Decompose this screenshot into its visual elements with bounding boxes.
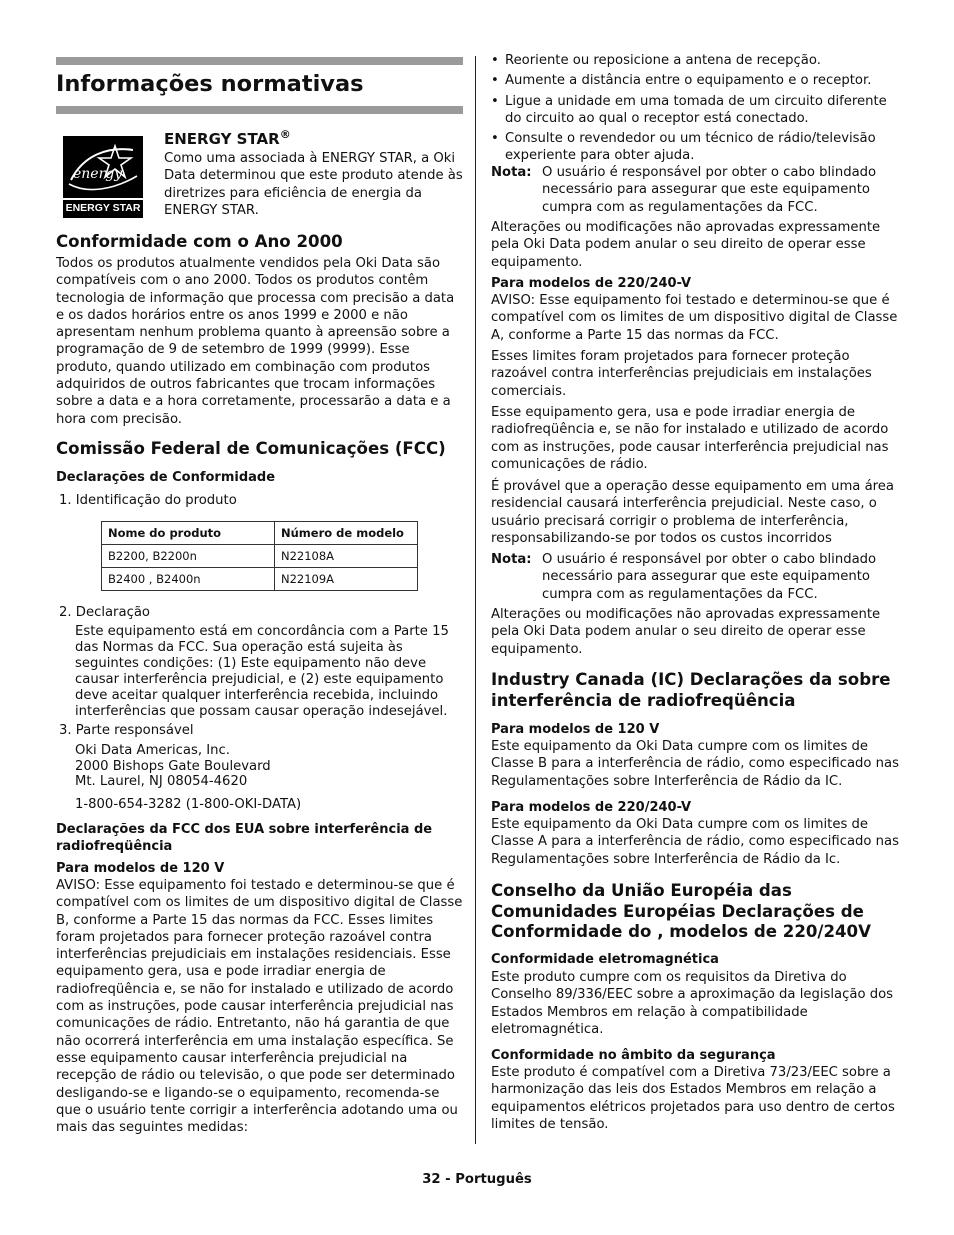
eu-heading: Conselho da União Européia das Comunidades Européias Declarações de Conformidade do , modelos de 220/240V [491, 881, 871, 941]
registered-mark: ® [279, 128, 291, 141]
address-line: Oki Data Americas, Inc. [75, 743, 230, 758]
fcc-220v-p4: É provável que a operação desse equipamento em uma área residencial causará interferência prejudicial. Neste caso, o usuário precisará corrigir o problema de interferência, responsabilizando-se por todos os custos incorridos [491, 479, 894, 546]
note-text: O usuário é responsável por obter o cabo blindado necessário para assegurar que este equipamento cumpra com as regulamentações da FCC. [542, 165, 877, 215]
fcc-item-2-num: 2. [59, 605, 72, 620]
energy-star-logo-text: ENERGY STAR [63, 198, 143, 218]
fcc-220v-p1: AVISO: Esse equipamento foi testado e determinou-se que é compatível com os limites de um dispositivo digital de Classe A, conforme a Parte 15 das normas da FCC. [491, 293, 898, 343]
svg-text:energy: energy [73, 166, 123, 182]
y2k-heading: Conformidade com o Ano 2000 [56, 232, 343, 251]
fcc-item-3 [59, 722, 194, 739]
fcc-item-3-label: Parte responsável [75, 723, 194, 738]
address-line: 2000 Bishops Gate Boulevard [75, 758, 271, 774]
fcc-item-2 [59, 604, 150, 621]
responsible-party-address [75, 743, 271, 790]
product-table [101, 521, 418, 591]
note-label: Nota: [491, 165, 532, 180]
safety-body: Este produto é compatível com a Diretiva 73/23/EEC sobre a harmonização das leis dos Estados Membros em relação a equipamentos elétricos projetados para uso dentro de certos limites de tensão. [491, 1065, 895, 1132]
table-cell-product: B2400 , B2400n [102, 568, 275, 591]
table-header-model: Número de modelo [275, 522, 418, 545]
list-item: • Ligue a unidade em uma tomada de um circuito diferente do circuito ao qual o receptor está conectado. [491, 93, 899, 128]
fcc-item-2-body: Este equipamento está em concordância com a Parte 15 das Normas da FCC. Sua operação está sujeita às seguintes condições: (1) Este equipamento não deve causar interferência prejudicial, e (2) este equipamento deve aceitar qualquer interferência recebida, incluindo interferências que possam causar operação indesejável. [75, 624, 449, 719]
fcc-item-1-num: 1. [59, 493, 72, 508]
fcc-220v-p2: Esses limites foram projetados para fornecer proteção razoável contra interferências prejudiciais em instalações comerciais. [491, 349, 872, 399]
ic-120v-body: Este equipamento da Oki Data cumpre com os limites de Classe B para a interferência de rádio, como especificado nas Regulamentações sobre Interferência de Rádio da IC. [491, 739, 899, 789]
table-header-row [102, 522, 418, 545]
ic-120v-heading: Para modelos de 120 V [491, 722, 660, 737]
fcc-item-3-num: 3. [59, 723, 72, 738]
usa-fcc-heading: Declarações da FCC dos EUA sobre interferência de radiofreqüência [56, 822, 433, 854]
alterations-2: Alterações ou modificações não aprovadas expressamente pela Oki Data podem anular o seu direito de operar esse equipamento. [491, 607, 881, 657]
table-cell-model: N22109A [275, 568, 418, 591]
responsible-party-phone: 1-800-654-3282 (1-800-OKI-DATA) [75, 797, 302, 812]
ic-heading: Industry Canada (IC) Declarações da sobre interferência de radiofreqüência [491, 670, 891, 710]
safety-heading: Conformidade no âmbito da segurança [491, 1048, 776, 1063]
table-row [102, 568, 418, 591]
page-footer: 32 - Português [422, 1172, 532, 1187]
fcc-120v-heading: Para modelos de 120 V [56, 861, 225, 876]
note-2 [491, 551, 899, 605]
fcc-measures-list [491, 52, 899, 168]
fcc-heading: Comissão Federal de Comunicações (FCC) [56, 439, 446, 458]
note-label: Nota: [491, 552, 532, 567]
fcc-item-2-label: Declaração [75, 605, 150, 620]
note-text: O usuário é responsável por obter o cabo blindado necessário para assegurar que este equipamento cumpra com as regulamentações da FCC. [542, 552, 877, 602]
table-header-product: Nome do produto [102, 522, 275, 545]
fcc-decl-heading: Declarações de Conformidade [56, 470, 276, 485]
page-title: Informações normativas [56, 71, 364, 97]
table-cell-model: N22108A [275, 545, 418, 568]
list-item: • Reoriente ou reposicione a antena de recepção. [491, 52, 899, 69]
table-cell-product: B2200, B2200n [102, 545, 275, 568]
fcc-item-1 [59, 492, 237, 509]
address-line: Mt. Laurel, NJ 08054-4620 [75, 774, 248, 790]
energy-star-heading-text: ENERGY STAR [164, 130, 280, 148]
fcc-220v-heading: Para modelos de 220/240-V [491, 276, 692, 291]
ic-220v-heading: Para modelos de 220/240-V [491, 800, 692, 815]
energy-star-body: Como uma associada à ENERGY STAR, a Oki Data determinou que este produto atende às diretrizes para eficiência de energia da ENERGY STAR. [164, 151, 463, 218]
energy-star-heading [164, 128, 291, 148]
energy-star-icon [63, 136, 143, 200]
fcc-220v-p3: Esse equipamento gera, usa e pode irradiar energia de radiofreqüência e, se não for instalado e utilizado de acordo com as instruções, pode causar interferência prejudicial nas comunicações de rádio. [491, 405, 889, 472]
table-row [102, 545, 418, 568]
title-rule-bottom [56, 106, 463, 114]
emc-heading: Conformidade eletromagnética [491, 952, 719, 967]
emc-body: Este produto cumpre com os requisitos da Diretiva do Conselho 89/336/EEC sobre a aproximação da legislação dos Estados Membros em relação à compatibilidade eletromagnética. [491, 970, 894, 1037]
note-1 [491, 164, 899, 218]
alterations-1: Alterações ou modificações não aprovadas expressamente pela Oki Data podem anular o seu direito de operar esse equipamento. [491, 220, 881, 270]
title-rule-top [56, 57, 463, 65]
fcc-120v-body: AVISO: Esse equipamento foi testado e determinou-se que é compatível com os limites de um dispositivo digital de Classe B, conforme a Parte 15 das normas da FCC. Esses limites foram projetados para fornecer proteção razoável contra interferências prejudiciais em instalações residenciais. Esse equipamento gera, usa e pode irradiar energia de radiofreqüência e, se não for instalado e utilizado de acordo com as instruções, pode causar interferência prejudicial nas comunicações de rádio. Entretanto, não há garantia de que não ocorrerá interferência em uma instalação específica. Se esse equipamento causar interferência prejudicial na recepção de rádio ou televisão, o que pode ser determinado desligando-se e ligando-se o equipamento, recomenda-se que o usuário tente corrigir a interferência adotando uma ou mais das seguintes medidas: [56, 878, 463, 1136]
y2k-body: Todos os produtos atualmente vendidos pela Oki Data são compatíveis com o ano 2000. Todos os produtos contêm tecnologia de informação que processa com precisão a data e os dados horários entre os anos 1999 e 2000 e não apresentam nenhum problema quanto à apreensão sobre a programação de 9 de setembro de 1999 (9999). Esse produto, quando utilizado em combinação com produtos adquiridos de outros fabricantes que trocam informações sobre a data e a hora corretamente, processarão a data e a hora com precisão. [56, 256, 455, 427]
fcc-item-1-label: Identificação do produto [75, 493, 237, 508]
list-item: • Aumente a distância entre o equipamento e o receptor. [491, 72, 899, 89]
column-divider [475, 56, 476, 1144]
list-item: • Consulte o revendedor ou um técnico de rádio/televisão experiente para obter ajuda. [491, 130, 899, 165]
energy-star-logo [63, 136, 143, 218]
ic-220v-body: Este equipamento da Oki Data cumpre com os limites de Classe A para a interferência de rádio, como especificado nas Regulamentações sobre Interferência de Rádio da Ic. [491, 817, 899, 867]
